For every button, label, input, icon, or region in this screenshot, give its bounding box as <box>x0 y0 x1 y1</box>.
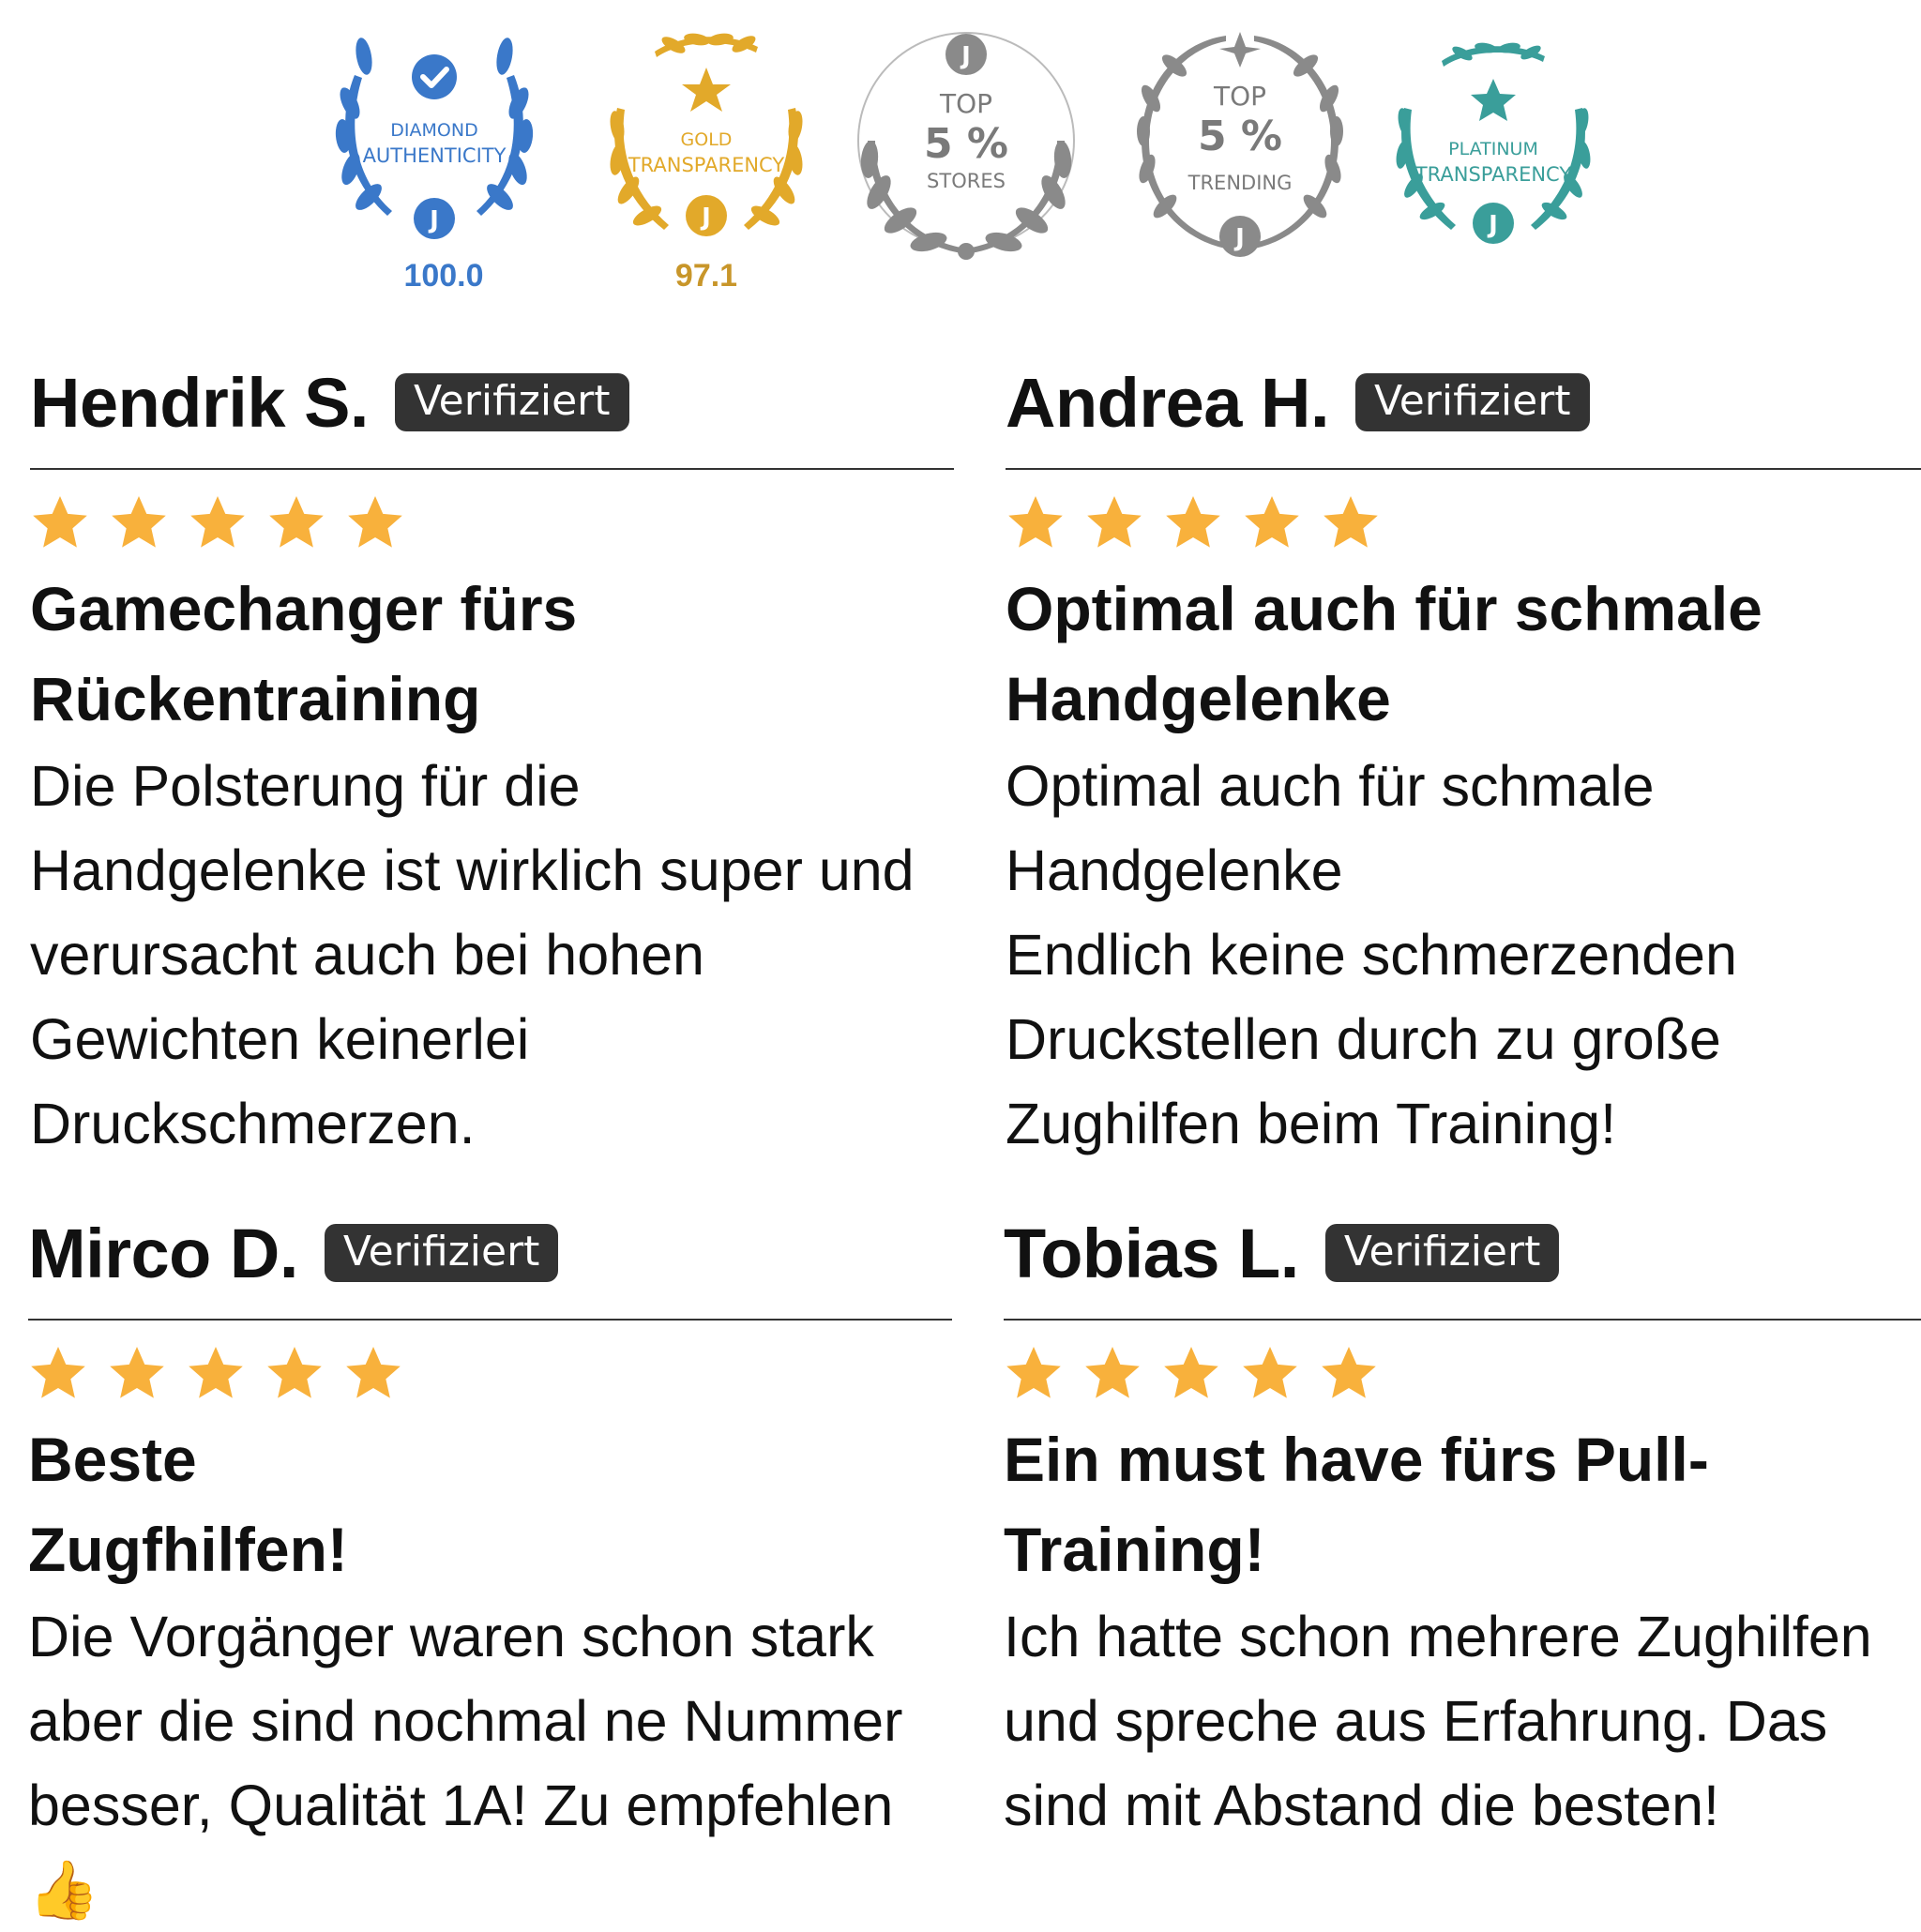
review-title: Optimal auch für schmale Handgelenke <box>1006 574 1762 733</box>
star-icon <box>1006 492 1066 552</box>
badge-line1: TOP <box>1213 81 1267 112</box>
review-card-tobias <box>1004 1211 1921 1848</box>
star-icon <box>109 492 169 552</box>
review-body: Die Polsterung für die Handgelenke ist wirklich super und verursacht auch bei hohen Gewichten keinerlei Druckschmerzen. <box>30 754 915 1155</box>
review-card-andrea <box>1006 360 1921 1166</box>
badge-gold-transparency <box>589 19 824 300</box>
verified-badge: Verifiziert <box>395 373 629 431</box>
star-icon <box>1319 1343 1379 1403</box>
review-card-mirco <box>28 1211 952 1932</box>
review-body: Optimal auch für schmale Handgelenke Endlich keine schmerzenden Druckstellen durch zu große Zughilfen beim Training! <box>1006 754 1737 1155</box>
verified-badge: Verifiziert <box>1325 1224 1560 1282</box>
reviewer-name: Mirco D. <box>28 1214 298 1292</box>
wheat-laurel-icon <box>1394 41 1592 230</box>
star-icon <box>1321 492 1381 552</box>
star-icon <box>107 1343 167 1403</box>
star-rating <box>1006 487 1921 558</box>
star-icon <box>1161 1343 1221 1403</box>
badge-line1: TOP <box>939 88 993 119</box>
star-icon <box>1082 1343 1142 1403</box>
badge-line2: 5 % <box>923 120 1009 168</box>
divider <box>30 468 954 470</box>
emblem-letter: J <box>961 42 971 70</box>
star-icon <box>1471 79 1516 121</box>
reviewer-name: Tobias L. <box>1004 1214 1299 1292</box>
review-header <box>28 1211 952 1295</box>
emblem-letter: J <box>1489 211 1498 239</box>
badge-platinum-transparency <box>1376 19 1611 300</box>
badge-line3: TRENDING <box>1187 172 1293 194</box>
badge-score: 100.0 <box>403 258 484 294</box>
badge-line1: DIAMOND <box>390 120 478 141</box>
star-icon <box>343 1343 403 1403</box>
star-icon <box>265 1343 325 1403</box>
star-rating <box>1004 1337 1921 1409</box>
star-icon <box>345 492 405 552</box>
verified-badge: Verifiziert <box>325 1224 559 1282</box>
star-icon <box>30 492 90 552</box>
review-body: Die Vorgänger waren schon stark aber die sind nochmal ne Nummer besser, Qualität 1A! Zu empfehlen 👍 <box>28 1605 903 1922</box>
divider <box>1004 1319 1921 1321</box>
star-icon <box>28 1343 88 1403</box>
star-rating <box>28 1337 952 1409</box>
star-icon <box>682 68 731 112</box>
reviewer-name: Hendrik S. <box>30 363 369 442</box>
star-icon <box>1084 492 1144 552</box>
badge-line2: TRANSPARENCY <box>628 154 785 176</box>
badge-line3: STORES <box>927 170 1006 192</box>
review-header <box>1006 360 1921 445</box>
badge-line2: AUTHENTICITY <box>362 144 507 167</box>
badge-top-trending <box>1123 19 1357 300</box>
review-title: Beste Zugfhilfen! <box>28 1425 348 1584</box>
star-rating <box>30 487 954 558</box>
star-icon <box>188 492 248 552</box>
badge-line2: TRANSPARENCY <box>1414 163 1572 186</box>
star-icon <box>266 492 326 552</box>
review-card-hendrik <box>30 360 954 1166</box>
review-body: Ich hatte schon mehrere Zughilfen und spreche aus Erfahrung. Das sind mit Abstand die besten! <box>1004 1605 1872 1837</box>
verified-badge: Verifiziert <box>1355 373 1590 431</box>
badge-top-stores <box>849 19 1083 300</box>
badge-line1: GOLD <box>680 129 733 150</box>
review-title: Gamechanger fürs Rückentraining <box>30 574 578 733</box>
star-icon <box>1004 1343 1064 1403</box>
review-title: Ein must have fürs Pull-Training! <box>1004 1425 1709 1584</box>
star-icon <box>186 1343 246 1403</box>
reviewer-name: Andrea H. <box>1006 363 1330 442</box>
badge-score: 97.1 <box>674 258 738 294</box>
badge-line1: PLATINUM <box>1448 139 1538 159</box>
emblem-letter: J <box>430 206 439 234</box>
emblem-letter: J <box>702 204 711 232</box>
divider <box>28 1319 952 1321</box>
review-header <box>30 360 954 445</box>
divider <box>1006 468 1921 470</box>
check-icon <box>412 54 457 99</box>
review-header <box>1004 1211 1921 1295</box>
badge-line2: 5 % <box>1197 113 1283 160</box>
emblem-letter: J <box>1235 224 1245 252</box>
star-icon <box>1163 492 1223 552</box>
star-icon <box>1240 1343 1300 1403</box>
badge-diamond-authenticity <box>317 19 552 300</box>
star-icon <box>1242 492 1302 552</box>
